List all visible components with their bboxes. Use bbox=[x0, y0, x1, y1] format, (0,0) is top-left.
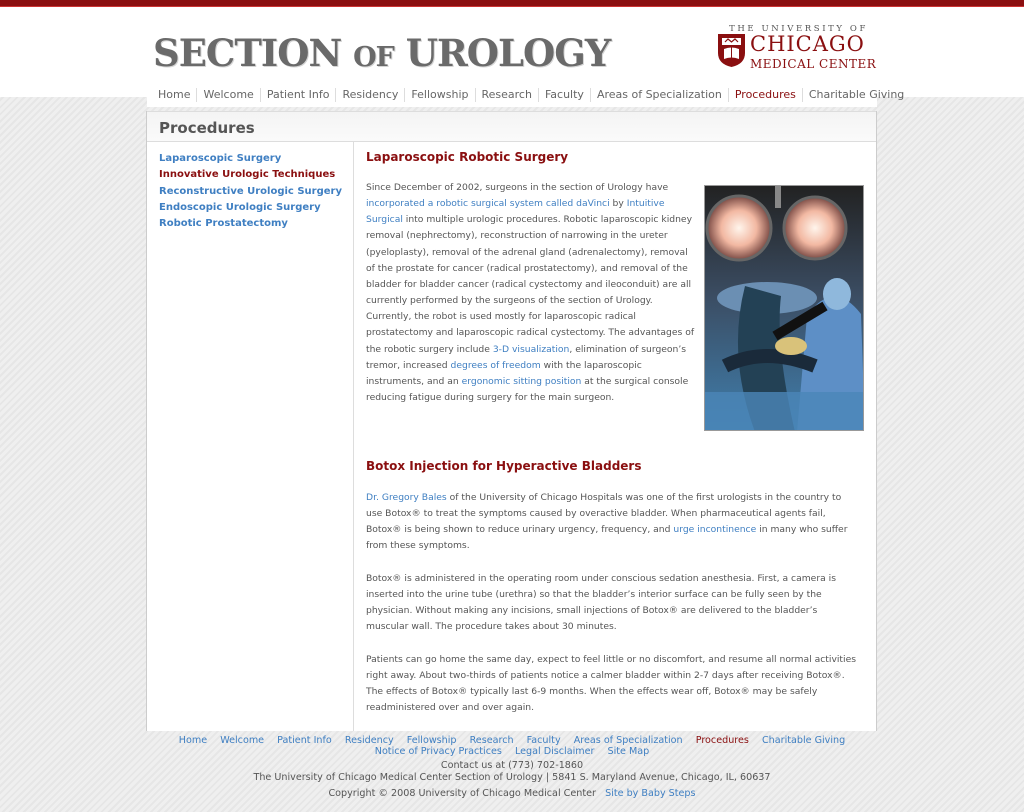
page-header bbox=[147, 111, 876, 142]
section2-paragraph-3: Patients can go home the same day, expect to feel little or no discomfort, and resume all normal activities right away. About two-thirds of patients notice a calmer bladder within 2-7 days after receiving Botox®. The effects of Botox® typically last 6-9 months. When the effects wear off, Botox® may be safely readministered over and over again. bbox=[366, 654, 857, 714]
section-heading-laparoscopic-robotic-surgery: Laparoscopic Robotic Surgery bbox=[366, 150, 569, 164]
footer-nav-residency[interactable]: Residency bbox=[344, 735, 394, 746]
footer-nav-welcome[interactable]: Welcome bbox=[220, 735, 265, 746]
footer-nav-fellowship[interactable]: Fellowship bbox=[406, 735, 457, 746]
footer-nav-areas-of-specialization[interactable]: Areas of Specialization bbox=[573, 735, 683, 746]
footer-nav bbox=[0, 735, 1024, 746]
robotic-surgery-photo bbox=[704, 185, 864, 431]
sidebar-item-robotic-prostatectomy[interactable]: Robotic Prostatectomy bbox=[159, 218, 288, 230]
nav-research[interactable]: Research bbox=[475, 88, 538, 102]
footer-link-privacy[interactable]: Notice of Privacy Practices bbox=[374, 746, 502, 757]
sidebar bbox=[159, 151, 349, 232]
main-content bbox=[366, 149, 866, 714]
link-davinci[interactable]: incorporated a robotic surgical system called daVinci bbox=[366, 198, 610, 210]
link-ergonomic-sitting-position[interactable]: ergonomic sitting position bbox=[461, 375, 582, 387]
nav-procedures[interactable]: Procedures bbox=[728, 88, 802, 102]
section-heading-botox: Botox Injection for Hyperactive Bladders bbox=[366, 459, 642, 473]
footer-nav-secondary bbox=[0, 746, 1024, 757]
section2-paragraph-2: Botox® is administered in the operating room under conscious sedation anesthesia. First, a camera is inserted into the urine tube (urethra) so that the bladder’s interior surface can be fully seen by the physician. Without making any incisions, small injections of Botox® are delivered to the bladder’s muscular wall. The procedure takes about 30 minutes. bbox=[366, 573, 836, 633]
footer-copyright: Copyright © 2008 University of Chicago Medical Center bbox=[328, 788, 596, 799]
footer-nav-procedures[interactable]: Procedures bbox=[695, 735, 749, 746]
footer-link-sitemap[interactable]: Site Map bbox=[607, 746, 650, 757]
footer-contact: Contact us at (773) 702-1860 bbox=[440, 760, 584, 771]
section1-paragraph: Since December of 2002, surgeons in the section of Urology have incorporated a robotic surgical system called daVinci by Intuitive Surgical into multiple urologic procedures. Robotic laparoscopic kidney removal (nephrectomy), reconstruction of narrowing in the ureter (pyeloplasty), removal of the adrenal gland (adrenalectomy), removal of the prostate for cancer (radical prostatectomy), and removal of the bladder for bladder cancer (radical cystectomy and ileoconduit) are all currently performed by the surgeons of the section of Urology. Currently, the robot is used mostly for laparoscopic radical prostatectomy and laparoscopic radical cystectomy. The advantages of the robotic surgery include 3-D visualization, elimination of surgeon’s tremor, increased degrees of freedom with the laparoscopic instruments, and an ergonomic sitting position at the surgical console reducing fatigue during surgery for the main surgeon. bbox=[366, 182, 695, 404]
sidebar-item-endoscopic-urologic-surgery[interactable]: Endoscopic Urologic Surgery bbox=[159, 201, 321, 213]
link-dr-gregory-bales[interactable]: Dr. Gregory Bales bbox=[366, 492, 447, 503]
sidebar-item-reconstructive-urologic-surgery[interactable]: Reconstructive Urologic Surgery bbox=[159, 185, 342, 197]
section2-paragraph-1: Dr. Gregory Bales of the University of Chicago Hospitals was one of the first urologists in the country to use Botox® to treat the symptoms caused by overactive bladder. When pharmaceutical agents fail, Botox® is being shown to reduce urinary urgency, frequency, and urge incontinence in many who suffer from these symptoms. bbox=[366, 492, 848, 552]
robotic-surgery-photo-icon bbox=[705, 186, 864, 431]
main-nav bbox=[147, 83, 905, 107]
footer-nav-research[interactable]: Research bbox=[469, 735, 514, 746]
sidebar-item-innovative-urologic-techniques[interactable]: Innovative Urologic Techniques bbox=[159, 169, 336, 181]
nav-home[interactable]: Home bbox=[158, 88, 191, 101]
top-accent-bar bbox=[0, 0, 1024, 7]
content-panel bbox=[146, 111, 877, 731]
footer-credit-link[interactable]: Site by Baby Steps bbox=[605, 788, 696, 799]
site-footer bbox=[0, 735, 1024, 800]
footer-copyright-line bbox=[0, 788, 1024, 800]
page-title: Procedures bbox=[159, 119, 255, 137]
footer-address: The University of Chicago Medical Center Section of Urology | 5841 S. Maryland Avenue, Chicago, IL, 60637 bbox=[253, 772, 771, 783]
site-title[interactable]: SECTION OF UROLOGY bbox=[153, 31, 611, 75]
link-degrees-of-freedom[interactable]: degrees of freedom bbox=[450, 359, 541, 371]
link-3d-visualization[interactable]: 3-D visualization bbox=[492, 343, 570, 355]
footer-link-legal[interactable]: Legal Disclaimer bbox=[514, 746, 595, 757]
nav-welcome[interactable]: Welcome bbox=[196, 88, 259, 102]
nav-fellowship[interactable]: Fellowship bbox=[404, 88, 474, 102]
footer-nav-faculty[interactable]: Faculty bbox=[526, 735, 561, 746]
column-divider bbox=[353, 142, 354, 731]
footer-nav-charitable-giving[interactable]: Charitable Giving bbox=[761, 735, 846, 746]
university-crest-icon bbox=[717, 33, 746, 68]
footer-nav-home[interactable]: Home bbox=[178, 735, 208, 746]
nav-charitable-giving[interactable]: Charitable Giving bbox=[802, 88, 910, 102]
sidebar-item-laparoscopic-surgery[interactable]: Laparoscopic Surgery bbox=[159, 153, 282, 164]
link-urge-incontinence[interactable]: urge incontinence bbox=[673, 524, 757, 536]
university-logo[interactable]: THE UNIVERSITY OF CHICAGO MEDICAL CENTER bbox=[716, 24, 868, 76]
nav-residency[interactable]: Residency bbox=[335, 88, 404, 102]
link-intuitive-surgical[interactable]: Intuitive Surgical bbox=[366, 198, 665, 226]
nav-areas-of-specialization[interactable]: Areas of Specialization bbox=[590, 88, 728, 102]
nav-faculty[interactable]: Faculty bbox=[538, 88, 590, 102]
nav-patient-info[interactable]: Patient Info bbox=[260, 88, 336, 102]
footer-nav-patient-info[interactable]: Patient Info bbox=[277, 735, 332, 746]
